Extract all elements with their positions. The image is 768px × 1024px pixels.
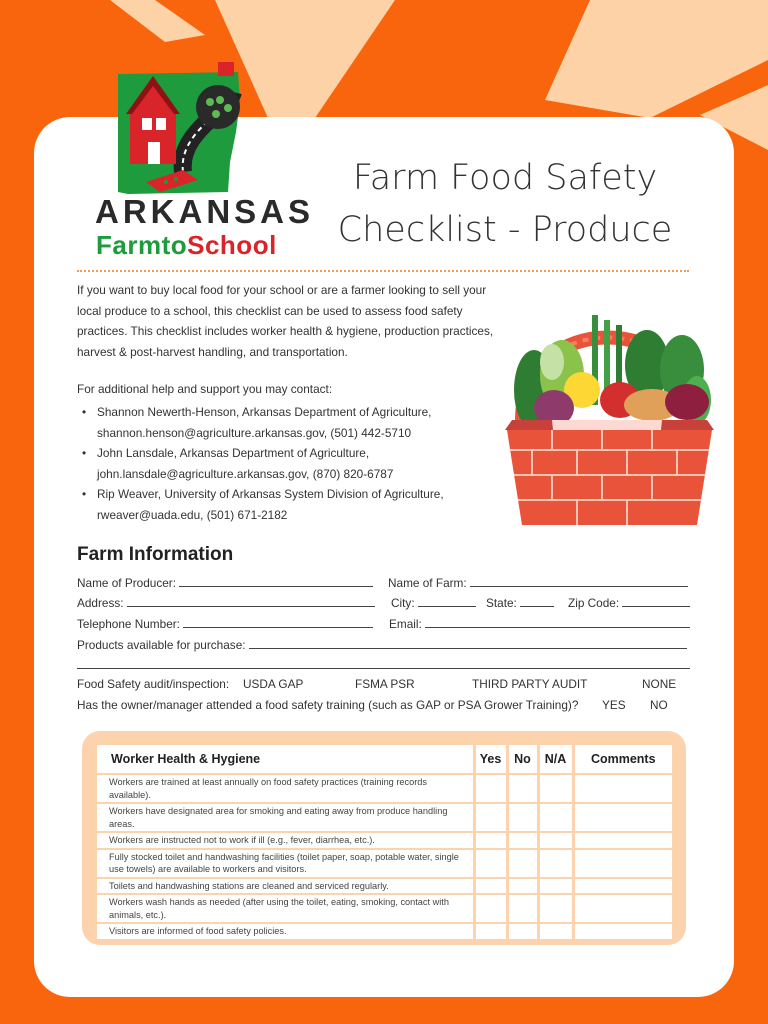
logo-word-farm-to-school [96, 230, 277, 261]
row-text: Workers have designated area for smoking and eating away from produce handling areas. [97, 803, 474, 832]
logo-word-arkansas: ARKANSAS [95, 193, 315, 230]
comments-cell[interactable] [573, 923, 672, 940]
training-no-option[interactable]: NO [650, 698, 668, 712]
na-cell[interactable] [538, 849, 573, 878]
title-line-2: Checklist - Produce [337, 210, 673, 250]
contact-line-2: shannon.henson@agriculture.arkansas.gov, (501) 442-5710 [97, 425, 412, 440]
na-cell[interactable] [538, 774, 573, 803]
bullet-icon: • [82, 446, 87, 461]
row-text: Toilets and handwashing stations are cleaned and serviced regularly. [97, 878, 474, 895]
worker-health-checklist-table [97, 745, 672, 941]
products-label: Products available for purchase: [77, 638, 246, 652]
contact-line-2: john.lansdale@agriculture.arkansas.gov, (870) 820-6787 [97, 466, 394, 481]
no-cell[interactable] [507, 803, 538, 832]
intro-paragraph: If you want to buy local food for your school or are a farmer looking to sell your local produce to a school, this checklist can be used to assess food safety practices. This checklist includes worker health & hygiene, production practices, harvest & post-harvest handling, and transportation. [77, 283, 494, 359]
products-field[interactable] [249, 637, 687, 649]
row-text: Visitors are informed of food safety policies. [97, 923, 474, 940]
farm-name-label: Name of Farm: [388, 576, 467, 590]
email-label: Email: [389, 617, 422, 631]
zip-field[interactable] [622, 595, 690, 607]
header-yes: Yes [474, 745, 507, 774]
no-cell[interactable] [507, 923, 538, 940]
yes-cell[interactable] [474, 923, 507, 940]
dotted-divider [77, 270, 689, 272]
yes-cell[interactable] [474, 849, 507, 878]
products-field-line-2[interactable] [77, 668, 690, 669]
producer-row [77, 575, 373, 590]
no-cell[interactable] [507, 894, 538, 923]
contact-line-1: Shannon Newerth-Henson, Arkansas Department of Agriculture, [97, 405, 432, 419]
table-row [97, 878, 672, 895]
title-line-1: Farm Food Safety [352, 158, 658, 198]
contact-list [78, 402, 508, 526]
producer-field[interactable] [179, 575, 373, 587]
table-row [97, 803, 672, 832]
telephone-label: Telephone Number: [77, 617, 180, 631]
na-cell[interactable] [538, 832, 573, 849]
contact-line-1: Rip Weaver, University of Arkansas System Division of Agriculture, [97, 487, 444, 502]
table-row [97, 832, 672, 849]
address-row [77, 595, 375, 610]
header-na: N/A [538, 745, 573, 774]
farm-name-row [388, 575, 688, 590]
row-text: Workers wash hands as needed (after using the toilet, eating, smoking, contact with animals, etc.). [97, 894, 474, 923]
no-cell[interactable] [507, 878, 538, 895]
audit-option-third-party[interactable]: THIRD PARTY AUDIT [472, 677, 588, 691]
na-cell[interactable] [538, 894, 573, 923]
state-row [486, 595, 554, 610]
address-label: Address: [77, 596, 124, 610]
logo-farmto: Farmto [96, 230, 188, 260]
header-no: No [507, 745, 538, 774]
row-text: Workers are instructed not to work if ill (e.g., fever, diarrhea, etc.). [97, 832, 474, 849]
telephone-row [77, 616, 373, 631]
contact-line-1: John Lansdale, Arkansas Department of Agriculture, [97, 446, 370, 461]
bullet-icon: • [82, 405, 87, 419]
row-text: Fully stocked toilet and handwashing facilities (toilet paper, soap, potable water, single use towels) are available to workers and visitors. [97, 849, 474, 878]
bullet-icon: • [82, 487, 87, 502]
table-header-row [97, 745, 672, 774]
zip-row [568, 595, 690, 610]
table-row [97, 894, 672, 923]
help-title: For additional help and support you may contact: [77, 382, 333, 396]
page-title [320, 152, 690, 256]
row-text: Workers are trained at least annually on food safety practices (training records available). [97, 774, 474, 803]
no-cell[interactable] [507, 774, 538, 803]
address-field[interactable] [127, 595, 375, 607]
comments-cell[interactable] [573, 774, 672, 803]
city-label: City: [391, 596, 415, 610]
yes-cell[interactable] [474, 832, 507, 849]
state-field[interactable] [520, 595, 554, 607]
audit-option-fsma-psr[interactable]: FSMA PSR [355, 677, 415, 691]
farm-info-heading: Farm Information [77, 544, 234, 565]
comments-cell[interactable] [573, 803, 672, 832]
audit-option-none[interactable]: NONE [642, 677, 677, 691]
products-row [77, 637, 687, 652]
table-row [97, 923, 672, 940]
no-cell[interactable] [507, 832, 538, 849]
producer-label: Name of Producer: [77, 576, 177, 590]
yes-cell[interactable] [474, 803, 507, 832]
email-row [389, 616, 690, 631]
city-row [391, 595, 476, 610]
yes-cell[interactable] [474, 894, 507, 923]
contact-item [78, 443, 508, 484]
farm-name-field[interactable] [470, 575, 688, 587]
na-cell[interactable] [538, 803, 573, 832]
contact-line-2: rweaver@uada.edu, (501) 671-2182 [97, 507, 288, 522]
header-comments: Comments [573, 745, 672, 774]
email-field[interactable] [425, 616, 690, 628]
telephone-field[interactable] [183, 616, 373, 628]
yes-cell[interactable] [474, 774, 507, 803]
contact-item [78, 484, 508, 525]
comments-cell[interactable] [573, 832, 672, 849]
na-cell[interactable] [538, 923, 573, 940]
comments-cell[interactable] [573, 849, 672, 878]
yes-cell[interactable] [474, 878, 507, 895]
table-row [97, 849, 672, 878]
audit-row [77, 677, 229, 691]
contact-item [78, 402, 508, 443]
header-worker-health: Worker Health & Hygiene [97, 745, 474, 774]
audit-option-usda-gap[interactable]: USDA GAP [243, 677, 304, 691]
comments-cell[interactable] [573, 894, 672, 923]
training-yes-option[interactable]: YES [602, 698, 626, 712]
state-label: State: [486, 596, 517, 610]
no-cell[interactable] [507, 849, 538, 878]
audit-label: Food Safety audit/inspection: [77, 677, 230, 691]
comments-cell[interactable] [573, 878, 672, 895]
table-row [97, 774, 672, 803]
city-field[interactable] [418, 595, 476, 607]
zip-label: Zip Code: [568, 596, 620, 610]
vegetable-basket-illustration [492, 290, 728, 530]
na-cell[interactable] [538, 878, 573, 895]
training-question: Has the owner/manager attended a food safety training (such as GAP or PSA Grower Training)? [77, 698, 579, 712]
logo-school: School [187, 230, 277, 260]
